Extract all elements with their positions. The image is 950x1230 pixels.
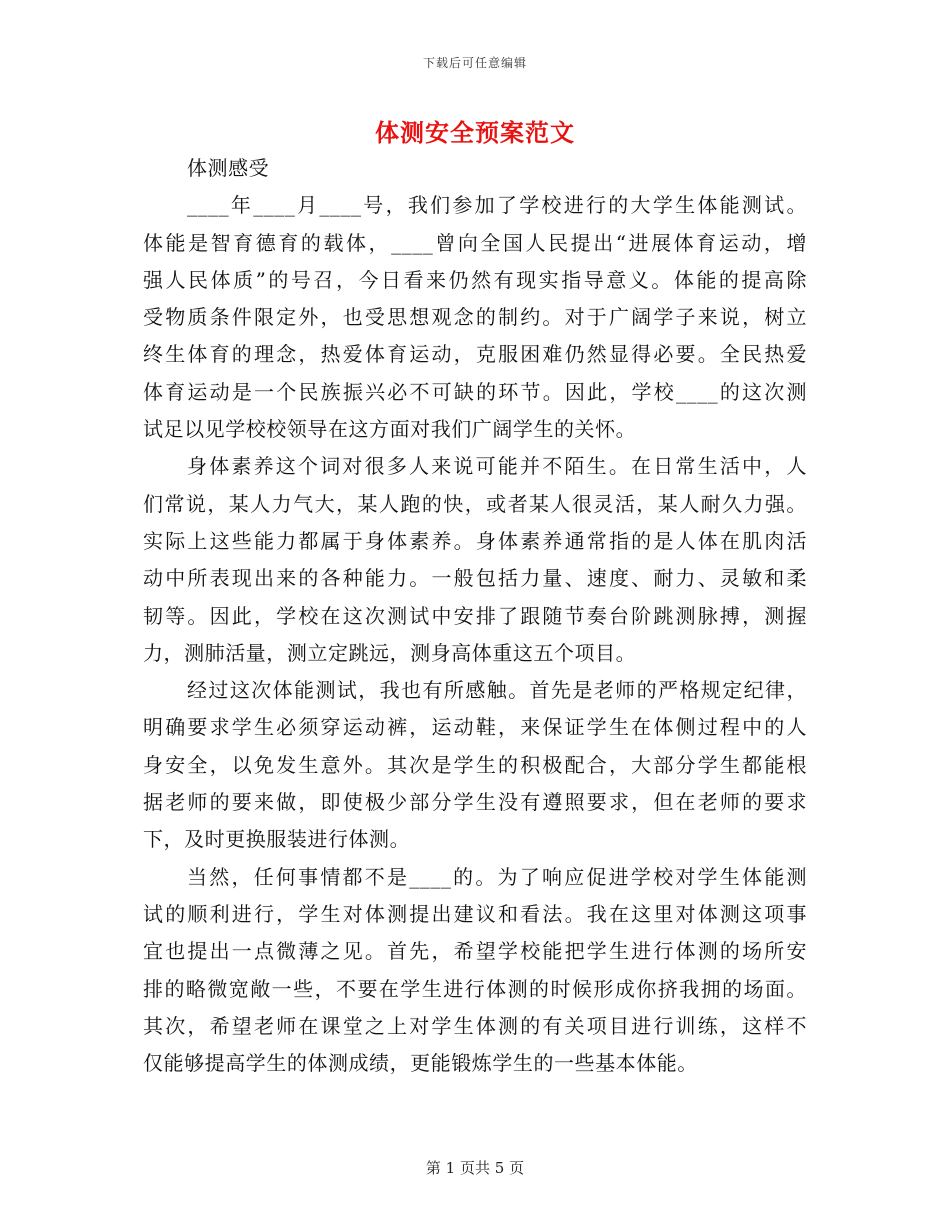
- body-line: 动中所表现出来的各种能力。一般包括力量、速度、耐力、灵敏和柔: [143, 566, 807, 591]
- body-line: 受物质条件限定外，也受思想观念的制约。对于广阔学子来说，树立: [143, 305, 807, 330]
- body-line: 们常说，某人力气大，某人跑的快，或者某人很灵活，某人耐久力强。: [143, 491, 807, 516]
- body-line: 体能是智育德育的载体，____曾向全国人民提出“进展体育运动，增: [143, 230, 807, 255]
- body-line: 韧等。因此，学校在这次测试中安排了跟随节奏台阶跳测脉搏，测握: [143, 603, 807, 628]
- body-line: 明确要求学生必须穿运动裤，运动鞋，来保证学生在体侧过程中的人: [143, 715, 807, 740]
- page-footer: 第 1 页共 5 页: [425, 1159, 525, 1177]
- body-line: 终生体育的理念，热爱体育运动，克服困难仍然显得必要。全民热爱: [143, 342, 807, 367]
- body-line: 据老师的要来做，即使极少部分学生没有遵照要求，但在老师的要求: [143, 790, 807, 815]
- body-line: 试足以见学校校领导在这方面对我们广阔学生的关怀。: [143, 417, 637, 442]
- body-line: 实际上这些能力都属于身体素养。身体素养通常指的是人体在肌肉活: [143, 528, 807, 553]
- document-body: [143, 150, 807, 1082]
- body-line: ____年____月____号，我们参加了学校进行的大学生体能测试。: [187, 193, 807, 218]
- body-line: 试的顺利进行，学生对体测提出建议和看法。我在这里对体测这项事: [143, 901, 807, 926]
- body-line: 身安全，以免发生意外。其次是学生的积极配合，大部分学生都能根: [143, 752, 807, 777]
- body-line: 身体素养这个词对很多人来说可能并不陌生。在日常生活中，人: [187, 454, 807, 479]
- body-line: 当然，任何事情都不是____的。为了响应促进学校对学生体能测: [187, 864, 807, 889]
- body-line: 宜也提出一点微薄之见。首先，希望学校能把学生进行体测的场所安: [143, 939, 807, 964]
- body-line: 强人民体质”的号召，今日看来仍然有现实指导意义。体能的提高除: [143, 267, 807, 292]
- body-line: 下，及时更换服装进行体测。: [143, 827, 411, 852]
- body-line: 体测感受: [187, 156, 270, 180]
- body-line: 力，测肺活量，测立定跳远，测身高体重这五个项目。: [143, 640, 637, 665]
- body-line: 经过这次体能测试，我也有所感触。首先是老师的严格规定纪律，: [187, 678, 807, 703]
- page-header-note: 下载后可任意编辑: [422, 56, 527, 70]
- body-line: 仅能够提高学生的体测成绩，更能锻炼学生的一些基本体能。: [143, 1051, 698, 1076]
- document-title: 体测安全预案范文: [375, 118, 575, 147]
- body-line: 排的略微宽敞一些，不要在学生进行体测的时候形成你挤我拥的场面。: [143, 976, 807, 1001]
- body-line: 体育运动是一个民族振兴必不可缺的环节。因此，学校____的这次测: [143, 379, 807, 404]
- body-line: 其次，希望老师在课堂之上对学生体测的有关项目进行训练，这样不: [143, 1013, 807, 1038]
